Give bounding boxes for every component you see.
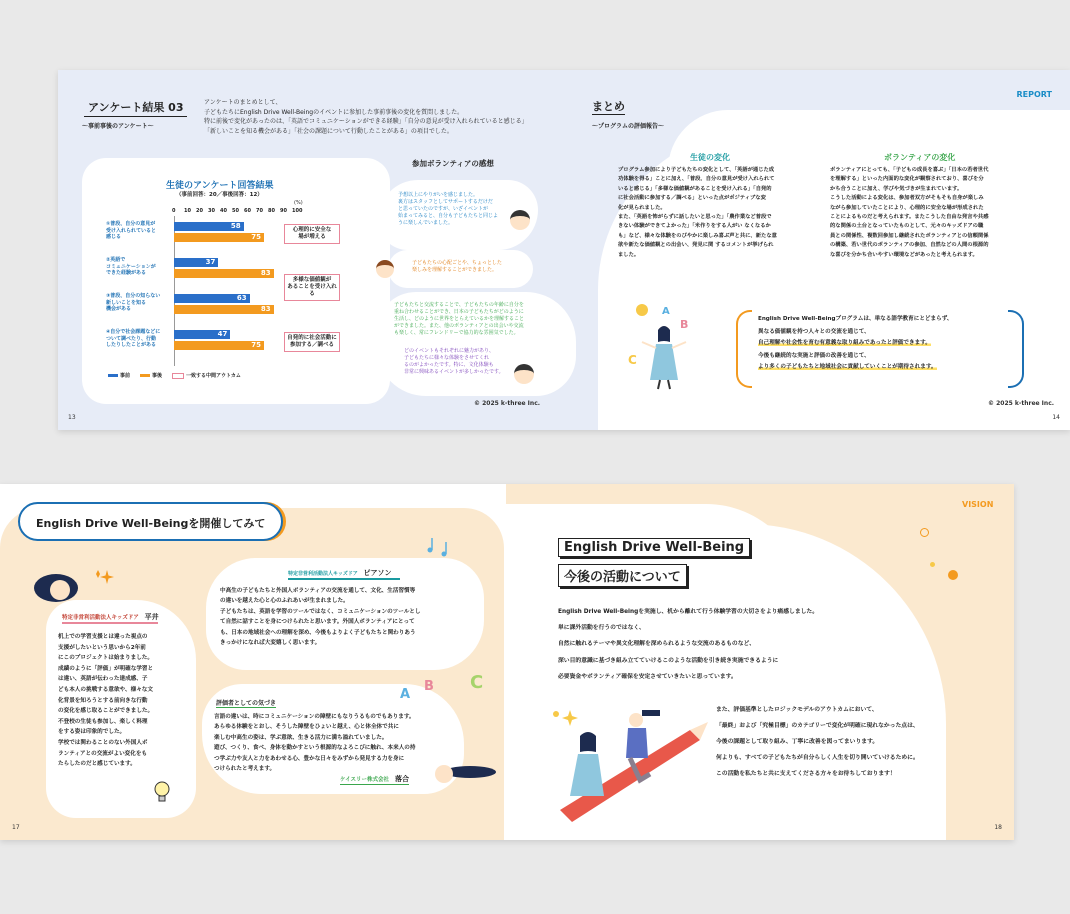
- summary-title: まとめ: [592, 100, 625, 113]
- future-text2-line: 何よりも、すべての子どもたちが自分らしく人生を切り開いていけるために。: [716, 755, 919, 761]
- student-change-text: [618, 166, 777, 260]
- future-text1-line: English Drive Well-Beingを実施し、机から離れて行う体験学習の大切さをより痛感しました。: [558, 609, 819, 615]
- pierson-org: 特定非営利活動法人キッズドア: [288, 571, 358, 577]
- svg-text:C: C: [628, 353, 637, 367]
- pierson-text-line: 中高生の子どもたちと外国人ボランティアの交流を通して、文化、生活習慣等: [220, 588, 416, 594]
- x-tick-label: 20: [196, 208, 203, 214]
- volunteer-change-line: 的な関係の土台となっていたものとして、元々のキッズドアの職: [830, 223, 984, 230]
- pierson-text-line: きっかけになれば大変嬉しく思います。: [220, 640, 321, 647]
- evaluator-sign: [340, 774, 409, 785]
- svg-text:B: B: [680, 318, 689, 331]
- report-label: REPORT: [1016, 90, 1052, 99]
- girl-abc-illustration: [618, 292, 708, 392]
- future-text-1: [558, 604, 818, 685]
- pierson-text: [220, 586, 420, 648]
- volunteer-change-line: かち合うことに加え、学びや気づきが生まれています。: [830, 185, 963, 192]
- volunteer-change-text: [830, 166, 989, 260]
- x-tick-label: 0: [172, 208, 176, 214]
- evaluator-text-line: 遊び、つくり、食べ、身体を動かすという根源的なよろこびに触れ、本来人の持: [214, 745, 416, 752]
- hirai-text-line: 化背景を知ろうとする前向きな行動: [58, 697, 148, 704]
- hirai-text-line: にこのプロジェクトは始まりました。: [58, 655, 153, 662]
- comment-2: 子どもたちの心配ごとや、ちょっとした 楽しみを理解することができました。: [412, 260, 502, 273]
- volunteer-title: 参加ボランティアの感想: [412, 159, 494, 168]
- evaluator-org: ケイスリー株式会社: [340, 777, 390, 783]
- bar-before: 63: [174, 294, 250, 303]
- volunteer-change-line: ボランティアにとっても、「子どもの成長を喜ぶ」「日本の若者世代: [830, 167, 989, 173]
- volunteer-change-line: を理解する」といった内面的な変化が観察されており、喜びを分: [830, 176, 984, 183]
- vision-label: VISION: [962, 500, 994, 509]
- hirai-text-line: 学校では関わることのない外国人ボ: [58, 739, 148, 746]
- bar-before: 58: [174, 222, 244, 231]
- x-tick-label: 80: [268, 208, 275, 214]
- student-change-line: に社会活動に参加する／調べる」といった点がポジティブな変: [618, 195, 766, 202]
- section-title: アンケート結果 03: [84, 98, 187, 117]
- student-change-title: 生徒の変化: [690, 153, 730, 162]
- row-label: ②英語で コミュニケーションが できた経験がある: [106, 257, 156, 276]
- hirai-text-line: たらしたのだと感じています。: [58, 761, 136, 768]
- hirai-text-line: は違い、英語が伝わった達成感、子: [58, 676, 148, 683]
- pencil-rocket-illustration: [540, 700, 710, 830]
- bar-after: 83: [174, 269, 274, 278]
- x-tick-label: 40: [220, 208, 227, 214]
- future-text2-line: また、評価基準としたロジックモデルのアウトカムにおいて、: [716, 707, 878, 713]
- volunteer-change-title: ボランティアの変化: [884, 153, 956, 162]
- x-tick-label: 30: [208, 208, 215, 214]
- row-label: ④自分で社会課題などに ついて調べたり、行動 したりしたことがある: [106, 329, 161, 348]
- evaluator-text-line: 言語の違いは、時にコミュニケーションの障壁にもなりうるものでもあります。: [214, 714, 415, 720]
- hirai-text-line: ども本人の挑戦する意欲や、様々な文: [58, 686, 153, 693]
- row-label: ③普段、自分の知らない 新しいことを知る 機会がある: [106, 293, 161, 312]
- bar-after: 75: [174, 233, 264, 242]
- x-tick-label: 100: [292, 208, 303, 214]
- x-tick-label: 50: [232, 208, 239, 214]
- comment-4: どのイベントもそれぞれに魅力があり、 子どもたちに様々な体験をさせてくれ るのがよかったです。特に、文化体験も 非常に興味あるイベントが多しかったです。: [404, 348, 504, 375]
- chart-title: 生徒のアンケート回答結果: [166, 181, 274, 191]
- volunteer-face-icon: [510, 210, 530, 230]
- volunteer-face-icon: [514, 364, 534, 384]
- page-number-right: 14: [1052, 414, 1060, 421]
- comment-1: 予想以上にやりがいを感じました。 裏方はスタッフとしてサポートするだけだ と思っていたのですが、いざイベントが 始まってみると、自分も子どもたちと同じよ うに楽しんでいました。: [398, 192, 499, 226]
- svg-text:B: B: [424, 679, 434, 694]
- evaluator-name: 落合: [394, 775, 409, 783]
- pierson-text-line: の違いを越えた心と心のふれあいが生まれました。: [220, 598, 349, 605]
- x-tick-label: 70: [256, 208, 263, 214]
- hirai-text: [58, 632, 153, 770]
- student-change-line: いると感じる」「多様な価値観があることを受け入れる」「自発的: [618, 185, 772, 192]
- legend-before: 事前: [108, 372, 130, 379]
- hirai-text-line: ランティアとの交流がよい変化をも: [58, 750, 148, 757]
- vision-spread: [0, 484, 1014, 840]
- hirai-text-line: をする姿は印象的でした。: [58, 729, 126, 736]
- hirai-org: 特定非営利活動法人キッズドア: [62, 615, 139, 621]
- hirai-text-line: 支援がしたいという思いから2年前: [58, 644, 146, 651]
- hirai-name: 平井: [144, 613, 159, 621]
- legend-after: 事後: [140, 372, 162, 379]
- legend-outcome: 一致する中間アウトカム: [172, 372, 241, 379]
- evaluator-text-line: あらゆる体験をとおし、そうした障壁をひょいと越え、心と体全体で共に: [214, 724, 399, 731]
- future-text1-line: 自然に触れるテーマや異文化理解を深められるような交流のあるものなど、: [558, 641, 756, 648]
- hirai-text-line: 机上での学習支援とは違った視点の: [58, 634, 148, 640]
- future-text1-line: 必要資金やボランティア確保を安定させていきたいと思っています。: [558, 673, 737, 680]
- abc-letters-icon: [400, 668, 492, 712]
- report-spread: [58, 70, 1070, 430]
- future-text1-line: 単に課外活動を行うのではなく、: [558, 625, 645, 632]
- future-text2-line: 「最終」および「究極目標」のカテゴリーで変化が明確に現れなかった点は、: [716, 723, 919, 729]
- x-tick-label: 10: [184, 208, 191, 214]
- summary-subtitle: 〜プログラムの評価報告〜: [592, 123, 664, 130]
- eval-bracket-left: [736, 310, 752, 388]
- hirai-text-line: 成績のように「評価」が明確な学習と: [58, 665, 154, 672]
- girl-face-illustration: [30, 568, 100, 608]
- future-text2-line: この活動を私たちと共に支えてくださる方々をお待ちしております！: [716, 771, 896, 777]
- volunteer-face-icon: [376, 260, 394, 278]
- eval-text: English Drive Well-Beingプログラムは、単なる語学教育にとどまらず、 異なる価値観を持つ人々との交流を通じて、 自己理解や社会性を育む有意義な取り組みであったと評価できます。 今後も継続的な実施と評価の改善を通じて、 より多くの子どもたちと地域社会に貢献していくことが期待されます。: [758, 316, 953, 370]
- pierson-name: ピアソン: [363, 569, 392, 577]
- page-number-left: 13: [68, 414, 76, 421]
- student-change-line: きない体験ができてよかった」「米作りをする人がい なくなるか: [618, 223, 771, 230]
- future-text2-line: 今後の課題として取り組み、丁寧に改善を図ってまいります。: [716, 739, 879, 745]
- bar-before: 47: [174, 330, 230, 339]
- girl-lying-illustration: [430, 760, 496, 786]
- lightbulb-icon: [152, 780, 172, 804]
- future-text1-line: 深い目的意識に基づき組み立てていけるこのような活動を引き続き実施できるように: [558, 657, 779, 664]
- student-change-line: 欲や新たな価値観との出会い、発見に関 するコメントが挙げられ: [618, 242, 774, 249]
- dot-decoration: [948, 570, 958, 580]
- evaluator-text-line: つけられたと考えます。: [214, 766, 276, 773]
- student-change-line: また、「英語を怖がらずに話したいと思った」「農作業など普段で: [618, 214, 772, 221]
- x-tick-label: 90: [280, 208, 287, 214]
- copyright-left: © 2025 k-three Inc.: [474, 400, 541, 407]
- music-note-icon: [426, 534, 454, 558]
- page-number-17: 17: [12, 824, 20, 831]
- bar-after: 83: [174, 305, 274, 314]
- row-label: ①普段、自分の意見が 受け入れられていると 感じる: [106, 221, 157, 240]
- hirai-text-line: 不登校の生徒も参加し、楽しく料理: [58, 718, 148, 725]
- evaluator-text: [214, 712, 416, 774]
- svg-text:A: A: [400, 687, 411, 702]
- volunteer-change-line: の構築、若い世代のボランティアの参加、自然などの人間の根源的: [830, 242, 989, 249]
- x-axis-ticks: [172, 208, 303, 216]
- future-title-1: English Drive Well-Being: [558, 538, 750, 557]
- header-title: English Drive Well-Beingを開催してみて: [36, 517, 266, 530]
- outcome-note: 心理的に安全な 場が増える: [284, 224, 340, 244]
- evaluator-title: 評価者としての気づき: [216, 700, 277, 707]
- pierson-text-line: も、日本の地域社会への理解を深め、今後もよりよく子どもたちと関わりあう: [220, 629, 416, 636]
- copyright-right: © 2025 k-three Inc.: [988, 400, 1055, 407]
- dot-decoration: [920, 528, 929, 537]
- section-subtitle: 〜事前事後のアンケート〜: [82, 123, 154, 130]
- outcome-note: 自発的に社会活動に 参加する／調べる: [284, 332, 340, 352]
- sparkle-icon: [100, 570, 114, 584]
- hirai-text-line: の変化を感じ取ることができました。: [58, 708, 154, 715]
- volunteer-change-line: 員との関係性、複数回参加し継続されたボランティアとの信頼関係: [830, 232, 989, 239]
- pierson-underline: [288, 578, 400, 580]
- hirai-underline: [62, 622, 158, 624]
- hirai-header: [62, 612, 159, 622]
- eval-bracket-right: [1008, 310, 1024, 388]
- svg-text:C: C: [470, 672, 484, 693]
- pierson-text-line: て自然に話すことを身につけられたと思います。外国人ボランティアにとって: [220, 619, 415, 626]
- evaluator-text-line: 楽しむ中高生の姿は、学ぶ意欲、生きる活力に満ち溢れていました。: [214, 734, 388, 741]
- page-number-18: 18: [994, 824, 1002, 831]
- chart-subtitle: （事前回答：20／事後回答：12）: [176, 192, 263, 198]
- volunteer-change-line: ながら参加していたことにより、心理的に安全な場が形成された: [830, 204, 984, 211]
- intro-text: アンケートのまとめとして、 子どもたちにEnglish Drive Well-Beingのイベントに参加した事前事後の変化を質問しました。 特に前後で変化があったのは、「英語でコミュニケーションができる経験」「自分の意見が受け入れられていると感じる」 「新しいことを知る機会がある」「社会の課題について行動したことがある」の項目でした。: [204, 99, 528, 135]
- chart-legend: [108, 372, 241, 379]
- x-tick-label: 60: [244, 208, 251, 214]
- student-change-line: 功体験を得る」ことに加え、「普段、自分の意見が受け入れられて: [618, 176, 775, 183]
- comment-3: 子どもたちと交流することで、子どもたちの年齢に自分を 重ね合わせることができ、日本の子どもたちがどのように 生活し、どのように世界をとらえているかを理解すること ができました。また、他のボランティアとの出会いや交流 も楽しく、常にフレンドリーで協力的な雰囲気でした。: [394, 302, 525, 336]
- axis-unit: (%): [294, 200, 303, 206]
- student-change-line: 化が見られました。: [618, 204, 666, 211]
- bar-before: 37: [174, 258, 218, 267]
- pierson-text-line: 子どもたちは、英語を学習のツールではなく、コミュニケーションのツールとし: [220, 608, 421, 615]
- volunteer-change-line: ことによるものだと考えられます。またこうした自由な発言や共感: [830, 214, 989, 221]
- volunteer-change-line: こうした活動による変化は、参加者双方がそもそも自身が楽しみ: [830, 195, 984, 202]
- future-text-2: [716, 702, 919, 782]
- future-title-2: 今後の活動について: [558, 564, 687, 587]
- pierson-header: [288, 568, 392, 578]
- student-change-line: も」など、様々な体験をのびやかに楽しみ喜ぶ声と共に、新たな意: [618, 232, 777, 239]
- student-change-line: ました。: [618, 251, 640, 258]
- svg-text:A: A: [662, 306, 670, 317]
- outcome-note: 多様な価値観が あることを受け入れる: [284, 274, 340, 301]
- bar-after: 75: [174, 341, 264, 350]
- dot-decoration: [930, 562, 935, 567]
- volunteer-change-line: な喜びを分かち合いやすい環境などがあったと考えられます。: [830, 251, 978, 258]
- header-pill: [18, 502, 283, 541]
- student-change-line: プログラム参加により子どもたちの変化として、「英語が通じた成: [618, 167, 775, 173]
- evaluator-text-line: つ学ぶ力や友人と力をあわせる心、豊かな日々をみずから発見する力を身に: [214, 755, 405, 762]
